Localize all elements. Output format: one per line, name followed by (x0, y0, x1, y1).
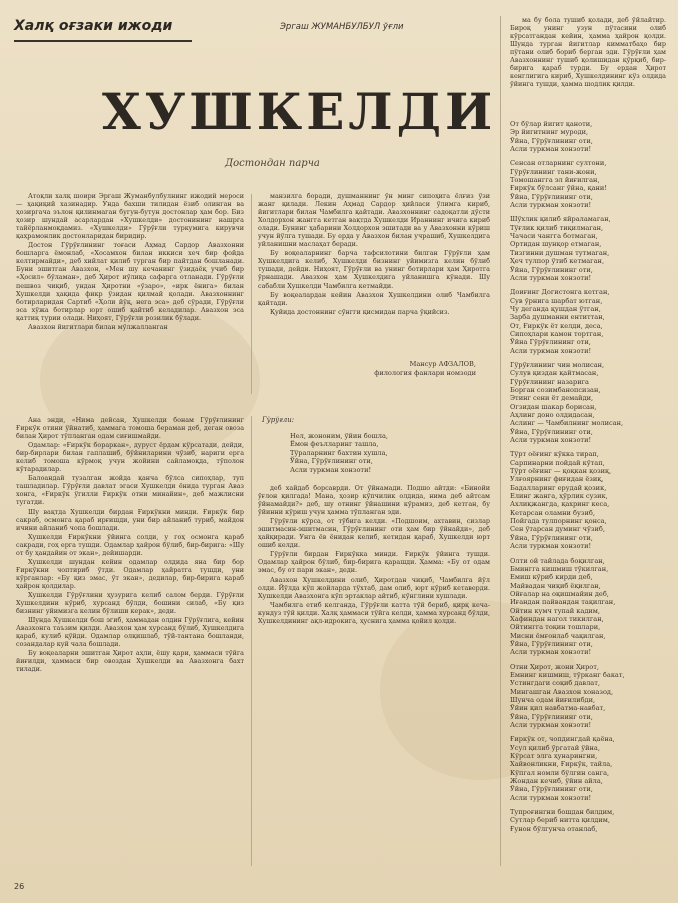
paragraph: Бу воқеаларнинг барча тафсилотини билган Гўрўғли ҳам Хушкелдига келиб, Хушкелди бизнинг уйимизга келин бўлиб тушади, дейди. Ниҳоят, Гўрўғли ва унинг ботирлари ҳам Ҳиротга ўрнашади. Авазхон ҳам Хушкелдига уйланишга кўнади. Шу сабабли Хушкелди Чамбилга кетмайди. (258, 249, 490, 290)
poem-line: Ўйин қил навбатма-навбат, (510, 704, 606, 713)
poem-stanza (510, 663, 666, 730)
poem-line: От бўлар йигит қаноти, (510, 120, 593, 128)
poem-line: Тупроғингни бошдан билдим, (510, 808, 615, 817)
paragraph: Авазхон Хушкелдини олиб, Ҳиротдан чиқиб, Чамбилга йўл олди. Йўлда кўп жойларда тўхтаб, дам олиб, юрт кўриб кетаверди. Хушкелди Авазхонга кўп эртаклар айтиб, кўнглини хушлади. (258, 575, 490, 600)
poem-line: Гўрўғлининг чин молисан, (510, 360, 605, 369)
paragraph: Шу вақтда Хушкелди бирдан Ғиркўкни минди. Ғиркўк бир сакраб, осмонга қараб ирғишди, уни бир айланиб туриб, майдон ичини айланиб чопа бошлади. (16, 507, 244, 532)
poem-line: Усул қилиб ўргатай ўйна, (510, 743, 600, 752)
poem-line: Мингашган Авазхон хоназод, (510, 687, 614, 696)
narrative-column-left (16, 416, 244, 866)
poem-line: Сенсан отларнинг султони, (510, 159, 607, 168)
page-title: ХУШКЕЛДИ (102, 82, 497, 141)
poem-line: Гўрўғлининг тани-жони, (510, 167, 597, 176)
poem-line: Сутлар бериб нитта қилдим, (510, 816, 610, 825)
poem-line: Огзидан шакар борисан, (510, 402, 597, 411)
poem-line: От, Ғиркўк ёт келди, деса, (510, 321, 603, 330)
poem-line: Ойғалар на оқишмайин деб, (510, 589, 609, 598)
intro-column-left (16, 192, 244, 396)
paragraph: Достон Гўрўғлининг тоғаси Аҳмад Сардор Авазхонни бошларга ёмонлаб, «Хосамхон билан иккиси хеч бир фойда келтирмайди», деб хийлат қилиб турган бир пайтдан бошланади. Буни эшитган Авазхон, «Мен шу кечанинг ўзидаёқ учиб бир «Ҳосил» бўламан», деб Ҳирот иўлиқа сафарга отланади. Гўрўғли пешвоз чиқиб, ундан Ҳиротни «ўзаро», «ирк ёнига» билан Хушкелди ҳақида фикр ўзидан қилмай қолади. Авазхоннинг ботирларидан Сартиб «Ҳоли йўқ, нега эса» деб сўради, Гўрўғли эса хўжа ботирлар юрт ошиб қайтиб келадилар. Авазхон эса қаттиқ турии олади. Ниҳоят, Гўрўғли розилик бўлади. (16, 241, 244, 322)
poem-stanza (510, 288, 666, 355)
poem-line: Ғиркўк от, чопдингдай қаёна, (510, 735, 615, 744)
right-column-prose (510, 16, 666, 116)
paragraph: Хушкелди Гўрўғлини ҳузурига келиб салом берди. Гўрўғли Хушкелдини кўриб, хурсанд бўлди, бошини силаб, «Бу қиз бизнинг уйимизга келин бўлиши керак», деди. (16, 590, 244, 616)
poem-line: Майвадан чиқиб ёқилган, (510, 581, 601, 590)
poem-line: Тизгинни душман тутмаган, (510, 248, 610, 257)
poem-line: Томошангга эл йиғилган, (510, 176, 600, 185)
poem-line: Асли туркман хонзоти! (510, 793, 592, 802)
column-divider (251, 194, 252, 394)
poem-line: Асли туркман хонзоти! (290, 465, 372, 474)
paragraph: Гўрўғли кўрса, от тўбига келди. «Подшоим, ахтавин, сизлар эшитмасин-эшитмасин, Гўрўғлининг оти ҳам бир ўйнайди», деб ҳайқиради. Унга ёв ёнидан келиб, кетидан қараб, Хушкелди юрт ошиб келди. (258, 517, 490, 550)
paragraph: Чамбилга етиб келганда, Гўрўғли катта тўй бериб, қирқ кеча-кундуз тўй қилди. Халқ ҳаммаси тўйга келди, ҳамма хурсанд бўлди, Хушкелдининг ақл-идрокига, ҳуснига ҳамма қойил қолди. (258, 600, 490, 625)
column-divider (500, 16, 501, 866)
poem-line: Чачаси чангга ботмаган, (510, 232, 598, 241)
poem-line: Устингдаги соқиб давлат, (510, 679, 600, 688)
poem-line: Хафиндан нагол тикилган, (510, 614, 604, 623)
paragraph: Бу воқеаларни эшитган Ҳирот аҳли, ёшу қари, ҳаммаси тўйга йиғилди, ҳаммаси бир овоздан Хушкелди ва Авазхонга бахт тилади. (16, 649, 244, 674)
poem-line: Аҳлинг доно олдидасан, (510, 411, 595, 419)
poem-line: Асли туркман хонзоти! (510, 648, 592, 657)
subtitle: Достондан парча (225, 158, 320, 169)
poem-line: Тўраларнинг бахтин хушла, (290, 448, 388, 457)
signature-title: филология фанлари номзоди (374, 369, 476, 377)
poem-line: Ўйна Гўрўғлининг оти, (510, 338, 591, 347)
poem-line: Кўрсат элга ҳунарингни, (510, 752, 598, 761)
poem-line: Ўйна, Гўрўғлининг оти, (290, 457, 373, 466)
poem-line: Гўрўғлининг назарига (510, 377, 589, 386)
poem-line: Ўйна, Гўрўғлининг оти, (510, 785, 593, 794)
paragraph: Шунда Хушкелди бош эгиб, ҳаммадан олдин Гўрўғлига, кейин Авазхонга таъзим қилди. Авазхон ҳам хурсанд бўлиб, Хушкелдига қараб, кулиб қўйди. Одамлар олқишлаб, тўй-тантана бошланди, созандалар куй чала бошлади. (16, 616, 244, 649)
poem-line: Тўғлик қилиб тиқилмаган, (510, 223, 604, 232)
narrative-column-right (258, 484, 490, 864)
poem-line: Сен ўтарсан думинг чўзиб, (510, 525, 605, 534)
poem-stanza (510, 557, 666, 657)
poem-line: Шўхлик қилиб яйраламаган, (510, 215, 611, 224)
poem-line: Аслинг — Чамбилнинг молисан, (510, 419, 624, 428)
poem-line: Сарпинарни пойдай кўтап, (510, 458, 605, 467)
poem-line: Асли туркман хонзоти! (510, 346, 592, 355)
poem-line: Мисни ёмғонлаб чақилган, (510, 631, 606, 640)
poem-line: Асли туркман хонзоти! (510, 436, 592, 445)
poem-stanza (510, 120, 666, 153)
poem-line: Шунча одам йиғилибди, (510, 696, 596, 704)
paragraph: Ана энди, «Нима дейсан, Хушкелди бонам Гўрўғлининг Ғиркўк отини ўйнатиб, ҳаммага томоша бераман деб, деган овоза билан Ҳирот тўпланган одам сиғишмайди. (16, 416, 244, 441)
poem-line: Олти ой тайлада боқилган, (510, 556, 605, 565)
poem-line: Ғунон бўлгунча отанлаб, (510, 824, 598, 833)
poem-stanza (510, 735, 666, 802)
poem-line: Сулув қиздан қайтмасан, (510, 369, 599, 378)
poem-line: Жондан кечиб, ўйин айла, (510, 777, 603, 786)
poem-line: Бадалларинг ерудай қозик, (510, 483, 607, 492)
poem-line: Ёмон феълларинг ташла, (290, 440, 379, 449)
signature-name: Мансур АФЗАЛОВ, (409, 360, 476, 368)
poem-line: Зарба душманни ентиттан, (510, 313, 605, 322)
poem-line: Пойгада тулпорнинг қонса, (510, 517, 607, 526)
poem-line: Асли туркман хонзоти! (510, 145, 592, 154)
poem-line: Емиш кўриб кирди деб, (510, 573, 593, 582)
poem-line: Ўйна, Гўрўғлининг оти, (510, 427, 593, 436)
poem-line: Этинг сени ёт демайди, (510, 394, 594, 403)
poem-line: Асли туркман хонзоти! (510, 542, 592, 551)
poem-line: Ўйна, Гўрўғлининг оти, (510, 533, 593, 542)
poem-line: Отни Ҳирот, жони Ҳирот, (510, 662, 600, 671)
intro-column-right (258, 192, 490, 350)
poem-line: Хайвонликни, Ғиркўк, тайла, (510, 760, 613, 769)
poem-line: Борган созимбанопсизан, (510, 385, 601, 394)
poem-line: Ўйна, Гўрўғлининг оти, (510, 265, 593, 274)
paragraph: Хушкелди Ғиркўкни ўйинга солди, у гоҳ осмонга қараб сакради, гоҳ ерга тушди. Одамлар ҳайрон бўлиб, бир-бирига: «Шу от бу ҳандайин от экан», дейишарди. (16, 532, 244, 557)
paragraph: Атоқли халқ шоири Эргаш Жуманбулбулнинг ижодий мероси — ҳақиқий хазинадир. Унда бахши тилидан ёзиб олинган ва ҳозиргача эълон қилинмаган бугун-бутун достонлар ҳам бор. Биз ҳозир шундай асарлардан «Хушкелди» достонининг нашрга тайёрланмоқдамиз. «Хушкелди» Гўрўғли туркумига кирувчи қаҳрамонлик достонларидан биридир. (16, 192, 244, 241)
poem-line: Нел, жононим, ўйин бошла, (290, 432, 388, 440)
poem-stanza (510, 450, 666, 550)
poem-line: Бмингга кишмиш тўкилган, (510, 564, 609, 573)
poem-line: Асли туркман хонзоти! (510, 273, 592, 282)
poem-stanza (510, 159, 666, 209)
poem-line: Сув ўрнига шарбат ютган, (510, 296, 603, 305)
poem-line: Ўйна, Гўрўғлининг оти, (510, 639, 593, 648)
author-name: Эргаш ЖУМАНБУЛБУЛ ўғли (280, 22, 404, 32)
poem-line: Ўйна, Гўрўғлининг оти, (510, 192, 593, 201)
poem-speaker: Гўрўғли: (262, 416, 295, 424)
paragraph: Бу воқеалардан кейин Авазхон Хушкелдини олиб Чамбилга қайтади. (258, 290, 490, 307)
poem-line: Ғиркўк бўлсанг ўйна, қани! (510, 184, 607, 193)
paragraph: деб хайдаб борсаврди. От ўйнамади. Подшо айтди: «Бинойи ўғлон қилгада! Мана, ҳозир кўпчилик олдида, нима деб айтсам ўйнамайди?» деб, шу отнинг ўйнашини кўрамиз, деб кетган, бу ўйинни кўриш учун ҳамма тўпланган эди. (258, 484, 490, 517)
paragraph: Балоандай тузалган жойда қанча бўлса сипоҳлар, туп ташладилар. Гўрўғли давлат эгаси Хушкелди ёнида турган Аваз хонга, «Ғиркўк ўгилли Ғиркўк отни минайин», деб мажлисни тугатди. (16, 474, 244, 507)
poem-line: Тўрт оёғинг — қоқкан қозиқ, (510, 467, 612, 476)
intro-signature (258, 360, 490, 378)
poem-line: Ҳеч тулпор ўтиб кетмаган, (510, 257, 605, 266)
poem-line: Емнинг кишмиш, тўрканг бакат, (510, 670, 625, 679)
poem-line: Елинг жанга, ҳўрлик сузик, (510, 492, 608, 501)
paragraph: манзилга боради, душманнинг ўн минг сипоҳига ёлғиз ўзи жанг қилади. Лекин Аҳмад Сардор ҳийласи ўлимга кириб, йигитлари билан Чамбилга қайтади. Авазхоннинг садоқатли дўсти Холдорхон жангга кетган вақтда Хушкелди Ираннинг ичига кириб олади. Бунинг ҳабарини Холдорхон эшитади ва у Авазхонни кўриш учун йўлга тушади. Бу ерда у Авазхон билан учрашиб, Хушкелдига уйланишни маслаҳат беради. (258, 192, 490, 249)
paragraph: Хушкелди шундан кейин одамлар олдида яна бир бор Ғиркўкни чоптириб ўтди. Одамлар ҳайратга тушди, уни кўрганлар: «Бу қиз эмас, ўт экан», дедилар, бир-бирига қараб ҳайрон қолдилар. (16, 557, 244, 590)
poem-line: Ўйна, Гўрўғлининг оти, (510, 712, 593, 721)
paragraph: Гўрўғли бирдан Ғиркўкка минди. Ғиркўк ўйинга тушди. Одамлар ҳайрон бўлиб, бир-бирига қарашди. Ҳамма: «Бу от одам эмас, бу от пари экан», деди. (258, 550, 490, 575)
paragraph: ма бу бола тушиб қолади, деб ўйлайтир. Бироқ унинг узун пўтасини олиб кўрсатгандан кейин, ҳамма ҳайрон қолди. Шунда турган йигитлар кимматбаҳо бир пўтани олиб бориб берган эди. Гўрўғли ҳам Авазхоннинг тушиб қолишидан қўрқиб, бир-бирига қараб турди. Бу ердан Ҳирот кенглигига кириб, Хушкелдининг кўз олдида ўйинга тушди, ҳамма шодлик қилди. (510, 16, 666, 89)
poem-line: Ахлиқжангда, қахринг кеса, (510, 500, 610, 509)
poem-line: Доиғинг Догистонга кетган, (510, 288, 610, 297)
poem-line: Тўрт оёғинг кўкка тирап, (510, 450, 599, 459)
poem-line: Ойтин кумч тупай кадим, (510, 606, 600, 615)
poem-line: Кўпгал номли бўлгин санга, (510, 768, 610, 777)
poem-line: Ортидан шунқор етмаган, (510, 240, 602, 249)
poem-center (290, 432, 460, 474)
poem-line: Эр йигитнинг муроди, (510, 128, 589, 137)
poem-line: Иғандан пайвандан тақилган, (510, 598, 616, 607)
poem-stanza (510, 361, 666, 444)
poem-line: Асли туркман хонзоти! (510, 201, 592, 210)
header-rule (14, 40, 192, 42)
poem-line: Асли туркман хонзоти! (510, 721, 592, 730)
poem-line: Ўйна, Гўрўғлининг оти, (510, 136, 593, 145)
paragraph: Одамлар: «Ғиркўк бораркан», дуруст ёрдам кўрсатади, дейди, бир-бирлари билан гаплашиб, бўйниларини чўзиб, нариги ерга келиб томоша кўрмоқ учун жойини сайламоқда, тўполон кўтарадилар. (16, 441, 244, 474)
poem-line: Сипоҳлари камон тортган, (510, 329, 604, 338)
poem-stanza (510, 808, 666, 833)
paragraph: Қуйида достоннинг сўнгги қисмидан парча ўқийсиз. (270, 307, 450, 316)
poem-line: Чу деганда қушдан ўтган, (510, 304, 601, 313)
poem-line: Ойтингга тоқин тошлари, (510, 623, 601, 632)
section-title: Халқ оғзаки ижоди (14, 18, 173, 34)
poem-line: Кетарсан оламни бузиб, (510, 508, 595, 517)
poem-right-column (510, 120, 666, 839)
page-number: 26 (14, 882, 25, 891)
column-divider (251, 416, 252, 866)
paragraph: Авазхон йигитлари билан мўлжалланган (28, 322, 168, 331)
poem-stanza (510, 215, 666, 282)
poem-line: Улғоярнинг фиғидан ёзиқ, (510, 475, 604, 484)
